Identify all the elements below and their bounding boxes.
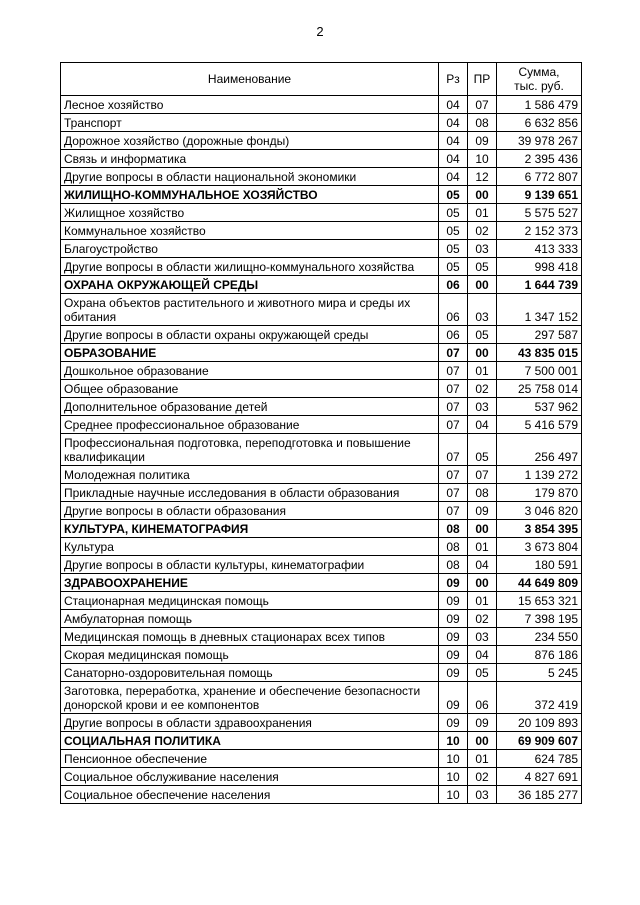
row-rz: 07 xyxy=(439,344,468,362)
table-row xyxy=(61,646,582,664)
row-sum: 5 245 xyxy=(497,664,582,682)
row-name: Культура xyxy=(61,538,439,556)
row-pr: 01 xyxy=(468,750,497,768)
row-sum: 372 419 xyxy=(497,682,582,714)
row-name: Транспорт xyxy=(61,114,439,132)
row-name: Другие вопросы в области культуры, кинематографии xyxy=(61,556,439,574)
table-row xyxy=(61,416,582,434)
row-sum: 69 909 607 xyxy=(497,732,582,750)
table-body xyxy=(61,96,582,804)
table-row xyxy=(61,750,582,768)
table-row xyxy=(61,150,582,168)
table-row xyxy=(61,466,582,484)
row-rz: 09 xyxy=(439,646,468,664)
table-row xyxy=(61,628,582,646)
row-rz: 09 xyxy=(439,714,468,732)
row-rz: 07 xyxy=(439,434,468,466)
row-name: Благоустройство xyxy=(61,240,439,258)
row-name: Дошкольное образование xyxy=(61,362,439,380)
row-rz: 09 xyxy=(439,574,468,592)
row-rz: 09 xyxy=(439,682,468,714)
table-row xyxy=(61,502,582,520)
row-pr: 02 xyxy=(468,768,497,786)
row-sum: 1 347 152 xyxy=(497,294,582,326)
row-name: Санаторно-оздоровительная помощь xyxy=(61,664,439,682)
row-pr: 06 xyxy=(468,682,497,714)
row-name: ОБРАЗОВАНИЕ xyxy=(61,344,439,362)
row-sum: 6 632 856 xyxy=(497,114,582,132)
row-name: Прикладные научные исследования в области образования xyxy=(61,484,439,502)
row-sum: 4 827 691 xyxy=(497,768,582,786)
row-pr: 01 xyxy=(468,362,497,380)
table-row xyxy=(61,132,582,150)
row-rz: 06 xyxy=(439,294,468,326)
row-rz: 07 xyxy=(439,380,468,398)
table-row xyxy=(61,484,582,502)
row-pr: 03 xyxy=(468,786,497,804)
row-pr: 04 xyxy=(468,646,497,664)
row-sum: 15 653 321 xyxy=(497,592,582,610)
row-name: Другие вопросы в области жилищно-коммунального хозяйства xyxy=(61,258,439,276)
row-pr: 00 xyxy=(468,520,497,538)
table-row xyxy=(61,556,582,574)
row-sum: 1 586 479 xyxy=(497,96,582,114)
row-name: ЗДРАВООХРАНЕНИЕ xyxy=(61,574,439,592)
row-sum: 20 109 893 xyxy=(497,714,582,732)
section-row xyxy=(61,574,582,592)
row-rz: 10 xyxy=(439,732,468,750)
row-sum: 180 591 xyxy=(497,556,582,574)
row-name: КУЛЬТУРА, КИНЕМАТОГРАФИЯ xyxy=(61,520,439,538)
row-name: ЖИЛИЩНО-КОММУНАЛЬНОЕ ХОЗЯЙСТВО xyxy=(61,186,439,204)
row-rz: 09 xyxy=(439,628,468,646)
row-sum: 537 962 xyxy=(497,398,582,416)
table-row xyxy=(61,168,582,186)
row-name: Другие вопросы в области охраны окружающей среды xyxy=(61,326,439,344)
row-name: Медицинская помощь в дневных стационарах всех типов xyxy=(61,628,439,646)
row-name: Заготовка, переработка, хранение и обеспечение безопасности донорской крови и ее компонентов xyxy=(61,682,439,714)
row-rz: 08 xyxy=(439,556,468,574)
row-name: Коммунальное хозяйство xyxy=(61,222,439,240)
row-sum: 39 978 267 xyxy=(497,132,582,150)
row-name: Молодежная политика xyxy=(61,466,439,484)
table-row xyxy=(61,362,582,380)
header-pr: ПР xyxy=(468,63,497,96)
table-row xyxy=(61,240,582,258)
row-pr: 09 xyxy=(468,714,497,732)
row-rz: 05 xyxy=(439,186,468,204)
row-rz: 04 xyxy=(439,132,468,150)
row-pr: 08 xyxy=(468,114,497,132)
section-row xyxy=(61,732,582,750)
row-pr: 09 xyxy=(468,502,497,520)
row-name: Лесное хозяйство xyxy=(61,96,439,114)
row-rz: 05 xyxy=(439,222,468,240)
section-row xyxy=(61,520,582,538)
row-pr: 01 xyxy=(468,592,497,610)
row-name: Среднее профессиональное образование xyxy=(61,416,439,434)
section-row xyxy=(61,344,582,362)
table-row xyxy=(61,294,582,326)
row-pr: 00 xyxy=(468,276,497,294)
row-name: Общее образование xyxy=(61,380,439,398)
row-sum: 43 835 015 xyxy=(497,344,582,362)
row-name: ОХРАНА ОКРУЖАЮЩЕЙ СРЕДЫ xyxy=(61,276,439,294)
row-name: Жилищное хозяйство xyxy=(61,204,439,222)
row-name: Пенсионное обеспечение xyxy=(61,750,439,768)
row-pr: 02 xyxy=(468,222,497,240)
row-rz: 04 xyxy=(439,96,468,114)
table-row xyxy=(61,610,582,628)
row-rz: 08 xyxy=(439,520,468,538)
table-row xyxy=(61,664,582,682)
row-pr: 01 xyxy=(468,204,497,222)
row-name: Дополнительное образование детей xyxy=(61,398,439,416)
section-row xyxy=(61,186,582,204)
row-sum: 3 854 395 xyxy=(497,520,582,538)
row-pr: 05 xyxy=(468,258,497,276)
row-pr: 00 xyxy=(468,574,497,592)
row-pr: 00 xyxy=(468,186,497,204)
row-name: Стационарная медицинская помощь xyxy=(61,592,439,610)
header-name: Наименование xyxy=(61,63,439,96)
row-pr: 05 xyxy=(468,664,497,682)
row-name: Другие вопросы в области здравоохранения xyxy=(61,714,439,732)
section-row xyxy=(61,276,582,294)
row-sum: 44 649 809 xyxy=(497,574,582,592)
row-rz: 07 xyxy=(439,416,468,434)
table-row xyxy=(61,538,582,556)
table-row xyxy=(61,96,582,114)
row-rz: 07 xyxy=(439,362,468,380)
row-pr: 12 xyxy=(468,168,497,186)
row-name: Дорожное хозяйство (дорожные фонды) xyxy=(61,132,439,150)
table-row xyxy=(61,682,582,714)
row-pr: 01 xyxy=(468,538,497,556)
row-pr: 04 xyxy=(468,556,497,574)
row-rz: 04 xyxy=(439,150,468,168)
page-number: 2 xyxy=(316,24,324,39)
table-row xyxy=(61,204,582,222)
row-pr: 09 xyxy=(468,132,497,150)
row-pr: 03 xyxy=(468,628,497,646)
table-row xyxy=(61,592,582,610)
row-rz: 09 xyxy=(439,664,468,682)
table-row xyxy=(61,434,582,466)
row-name: Связь и информатика xyxy=(61,150,439,168)
row-pr: 02 xyxy=(468,380,497,398)
row-pr: 04 xyxy=(468,416,497,434)
row-pr: 07 xyxy=(468,466,497,484)
row-rz: 10 xyxy=(439,768,468,786)
row-name: Другие вопросы в области образования xyxy=(61,502,439,520)
table-row xyxy=(61,380,582,398)
row-name: Социальное обеспечение населения xyxy=(61,786,439,804)
row-pr: 08 xyxy=(468,484,497,502)
row-sum: 876 186 xyxy=(497,646,582,664)
row-sum: 3 046 820 xyxy=(497,502,582,520)
row-rz: 10 xyxy=(439,750,468,768)
row-rz: 04 xyxy=(439,168,468,186)
row-pr: 00 xyxy=(468,732,497,750)
budget-table xyxy=(60,62,582,804)
row-name: Профессиональная подготовка, переподготовка и повышение квалификации xyxy=(61,434,439,466)
row-sum: 413 333 xyxy=(497,240,582,258)
table-row xyxy=(61,114,582,132)
header-sum xyxy=(497,63,582,96)
table-row xyxy=(61,786,582,804)
row-sum: 25 758 014 xyxy=(497,380,582,398)
row-pr: 03 xyxy=(468,240,497,258)
row-sum: 256 497 xyxy=(497,434,582,466)
table-row xyxy=(61,222,582,240)
row-pr: 05 xyxy=(468,326,497,344)
row-rz: 05 xyxy=(439,204,468,222)
row-sum: 179 870 xyxy=(497,484,582,502)
row-pr: 02 xyxy=(468,610,497,628)
row-rz: 04 xyxy=(439,114,468,132)
row-rz: 07 xyxy=(439,502,468,520)
row-sum: 7 398 195 xyxy=(497,610,582,628)
row-rz: 05 xyxy=(439,258,468,276)
table-row xyxy=(61,258,582,276)
row-rz: 06 xyxy=(439,276,468,294)
header-sum-line1: Сумма, xyxy=(518,65,560,79)
row-sum: 5 416 579 xyxy=(497,416,582,434)
row-sum: 36 185 277 xyxy=(497,786,582,804)
table-row xyxy=(61,398,582,416)
row-name: СОЦИАЛЬНАЯ ПОЛИТИКА xyxy=(61,732,439,750)
table-row xyxy=(61,326,582,344)
row-name: Скорая медицинская помощь xyxy=(61,646,439,664)
row-sum: 9 139 651 xyxy=(497,186,582,204)
header-row xyxy=(61,63,582,96)
row-name: Охрана объектов растительного и животного мира и среды их обитания xyxy=(61,294,439,326)
row-pr: 10 xyxy=(468,150,497,168)
row-rz: 09 xyxy=(439,610,468,628)
row-sum: 3 673 804 xyxy=(497,538,582,556)
row-sum: 998 418 xyxy=(497,258,582,276)
row-rz: 09 xyxy=(439,592,468,610)
row-pr: 05 xyxy=(468,434,497,466)
header-sum-line2: тыс. руб. xyxy=(514,79,564,93)
table-row xyxy=(61,714,582,732)
row-sum: 624 785 xyxy=(497,750,582,768)
row-pr: 00 xyxy=(468,344,497,362)
row-rz: 06 xyxy=(439,326,468,344)
table-row xyxy=(61,768,582,786)
row-name: Амбулаторная помощь xyxy=(61,610,439,628)
row-sum: 234 550 xyxy=(497,628,582,646)
row-pr: 07 xyxy=(468,96,497,114)
row-sum: 2 152 373 xyxy=(497,222,582,240)
row-rz: 07 xyxy=(439,398,468,416)
row-sum: 6 772 807 xyxy=(497,168,582,186)
row-sum: 7 500 001 xyxy=(497,362,582,380)
row-sum: 1 644 739 xyxy=(497,276,582,294)
row-sum: 5 575 527 xyxy=(497,204,582,222)
row-sum: 297 587 xyxy=(497,326,582,344)
row-name: Социальное обслуживание населения xyxy=(61,768,439,786)
row-rz: 05 xyxy=(439,240,468,258)
row-pr: 03 xyxy=(468,294,497,326)
row-pr: 03 xyxy=(468,398,497,416)
header-rz: Рз xyxy=(439,63,468,96)
row-rz: 07 xyxy=(439,484,468,502)
row-sum: 1 139 272 xyxy=(497,466,582,484)
row-rz: 08 xyxy=(439,538,468,556)
row-name: Другие вопросы в области национальной экономики xyxy=(61,168,439,186)
row-rz: 10 xyxy=(439,786,468,804)
row-sum: 2 395 436 xyxy=(497,150,582,168)
row-rz: 07 xyxy=(439,466,468,484)
